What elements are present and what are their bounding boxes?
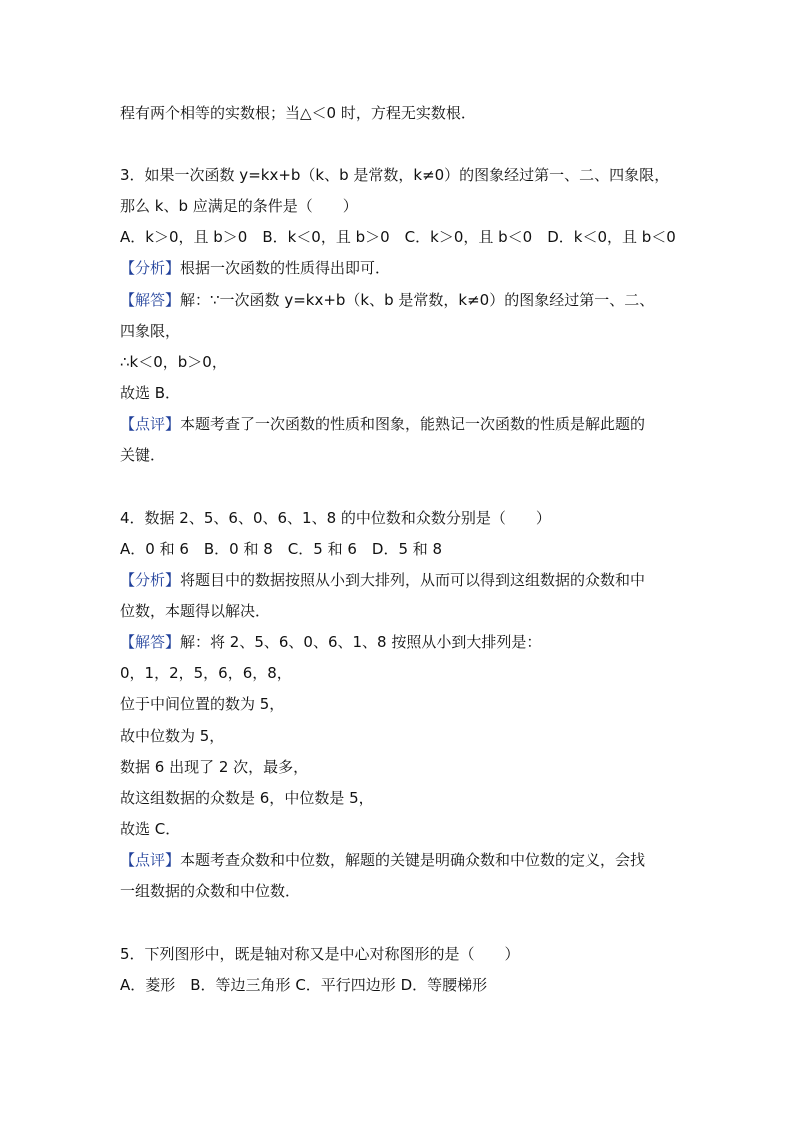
question-3-solution xyxy=(120,290,654,310)
question-3-stem: 3．如果一次函数 y=kx+b（k、b 是常数，k≠0）的图象经过第一、二、四象限， xyxy=(120,166,670,184)
question-4-comment xyxy=(120,850,645,870)
analysis-text: 将题目中的数据按照从小到大排列，从而可以得到这组数据的众数和中 xyxy=(180,571,646,589)
solution-tag: 【解答】 xyxy=(120,291,181,309)
question-3-analysis xyxy=(120,258,390,278)
analysis-tag: 【分析】 xyxy=(120,259,181,277)
text-line: 0，1，2，5，6，6，8， xyxy=(120,664,292,682)
text-line: 关键． xyxy=(120,446,166,464)
comment-tag: 【点评】 xyxy=(120,415,181,433)
question-5-stem: 5．下列图形中，既是轴对称又是中心对称图形的是（ ） xyxy=(120,945,520,963)
comment-tag: 【点评】 xyxy=(120,851,181,869)
solution-tag: 【解答】 xyxy=(120,633,181,651)
comment-text: 本题考查了一次函数的性质和图象，能熟记一次函数的性质是解此题的 xyxy=(180,415,646,433)
analysis-tag: 【分析】 xyxy=(120,571,181,589)
question-5-options: A．菱形 B．等边三角形 C．平行四边形 D．等腰梯形 xyxy=(120,976,488,994)
text-line: 故这组数据的众数是 6，中位数是 5， xyxy=(120,789,374,807)
comment-text: 本题考查众数和中位数，解题的关键是明确众数和中位数的定义，会找 xyxy=(180,851,646,869)
text-line: 位数，本题得以解决． xyxy=(120,602,271,620)
analysis-text: 根据一次函数的性质得出即可． xyxy=(180,259,391,277)
question-3-stem-cont: 那么 k、b 应满足的条件是（ ） xyxy=(120,197,358,215)
question-3-comment xyxy=(120,414,645,434)
text-line: 故中位数为 5， xyxy=(120,727,225,745)
text-line: ∴k＜0，b＞0， xyxy=(120,353,227,371)
text-line: 故选 B． xyxy=(120,384,181,402)
question-4-stem: 4．数据 2、5、6、0、6、1、8 的中位数和众数分别是（ ） xyxy=(120,509,551,527)
question-4-analysis xyxy=(120,570,645,590)
question-4-solution xyxy=(120,632,541,652)
text-line: 位于中间位置的数为 5， xyxy=(120,695,285,713)
question-4-options: A．0 和 6 B．0 和 8 C．5 和 6 D．5 和 8 xyxy=(120,540,443,558)
solution-text: 解：∵一次函数 y=kx+b（k、b 是常数，k≠0）的图象经过第一、二、 xyxy=(180,291,655,309)
text-line: 程有两个相等的实数根；当△＜0 时，方程无实数根． xyxy=(120,104,476,122)
solution-text: 解：将 2、5、6、0、6、1、8 按照从小到大排列是： xyxy=(180,633,542,651)
text-line: 故选 C． xyxy=(120,820,181,838)
text-line: 四象限， xyxy=(120,322,181,340)
question-3-options: A．k＞0，且 b＞0 B．k＜0，且 b＞0 C．k＞0，且 b＜0 D．k＜0，且 b＜0 xyxy=(120,228,676,246)
text-line: 数据 6 出现了 2 次，最多， xyxy=(120,758,309,776)
text-line: 一组数据的众数和中位数． xyxy=(120,882,301,900)
